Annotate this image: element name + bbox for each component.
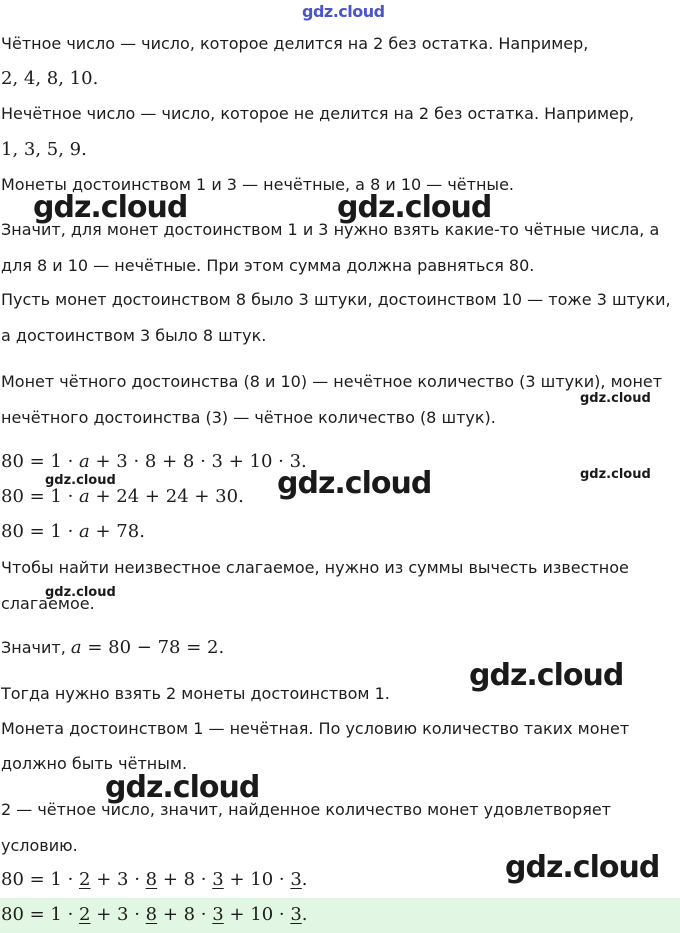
reasoning-line-1: Значит, для монет достоинством 1 и 3 нужно взять какие-то чётные числа, а: [1, 220, 660, 239]
assumption-line-2: а достоинством 3 было 8 штук.: [1, 326, 267, 345]
condition-line-2: должно быть чётным.: [1, 754, 188, 773]
watermark: gdz.cloud: [469, 658, 624, 693]
rule-line-2: слагаемое.: [1, 594, 95, 613]
rule-line-1: Чтобы найти неизвестное слагаемое, нужно из суммы вычесть известное: [1, 558, 629, 577]
parity-count-line-2: нечётного достоинства (3) — чётное количество (8 штук).: [1, 408, 496, 427]
watermark: gdz.cloud: [45, 473, 116, 488]
even-examples: 2, 4, 8, 10.: [1, 68, 99, 89]
condition-line-1: Монета достоинством 1 — нечётная. По условию количество таких монет: [1, 719, 630, 738]
verification-line-2: условию.: [1, 836, 78, 855]
watermark: gdz.cloud: [277, 466, 432, 501]
conclusion-line: Тогда нужно взять 2 монеты достоинством 1.: [1, 684, 390, 703]
equation-2: 80 = 1 · a + 24 + 24 + 30.: [1, 486, 244, 507]
coin-parity-statement: Монеты достоинством 1 и 3 — нечётные, а 8 и 10 — чётные.: [1, 175, 514, 194]
assumption-line-1: Пусть монет достоинством 8 было 3 штуки, достоинством 10 — тоже 3 штуки,: [1, 290, 671, 309]
odd-definition: Нечётное число — число, которое не делится на 2 без остатка. Например,: [1, 104, 635, 123]
watermark-header: gdz.cloud: [302, 2, 385, 21]
odd-examples: 1, 3, 5, 9.: [1, 139, 87, 160]
equation-3: 80 = 1 · a + 78.: [1, 521, 145, 542]
even-definition: Чётное число — число, которое делится на 2 без остатка. Например,: [1, 34, 589, 53]
reasoning-line-2: для 8 и 10 — нечётные. При этом сумма должна равняться 80.: [1, 256, 535, 275]
final-equation: 80 = 1 · 2 + 3 · 8 + 8 · 3 + 10 · 3.: [1, 869, 308, 890]
watermark: gdz.cloud: [105, 770, 260, 805]
verification-line-1: 2 — чётное число, значит, найденное количество монет удовлетворяет: [1, 800, 611, 819]
answer-equation: 80 = 1 · 2 + 3 · 8 + 8 · 3 + 10 · 3.: [1, 904, 308, 925]
watermark: gdz.cloud: [33, 190, 188, 225]
watermark: gdz.cloud: [45, 585, 116, 600]
watermark: gdz.cloud: [337, 190, 492, 225]
parity-count-line-1: Монет чётного достоинства (8 и 10) — нечётное количество (3 штуки), монет: [1, 372, 663, 391]
watermark: gdz.cloud: [580, 467, 651, 482]
watermark: gdz.cloud: [580, 391, 651, 406]
solve-line: Значит, a = 80 − 78 = 2.: [1, 637, 225, 658]
watermark: gdz.cloud: [505, 850, 660, 885]
equation-1: 80 = 1 · a + 3 · 8 + 8 · 3 + 10 · 3.: [1, 451, 307, 472]
